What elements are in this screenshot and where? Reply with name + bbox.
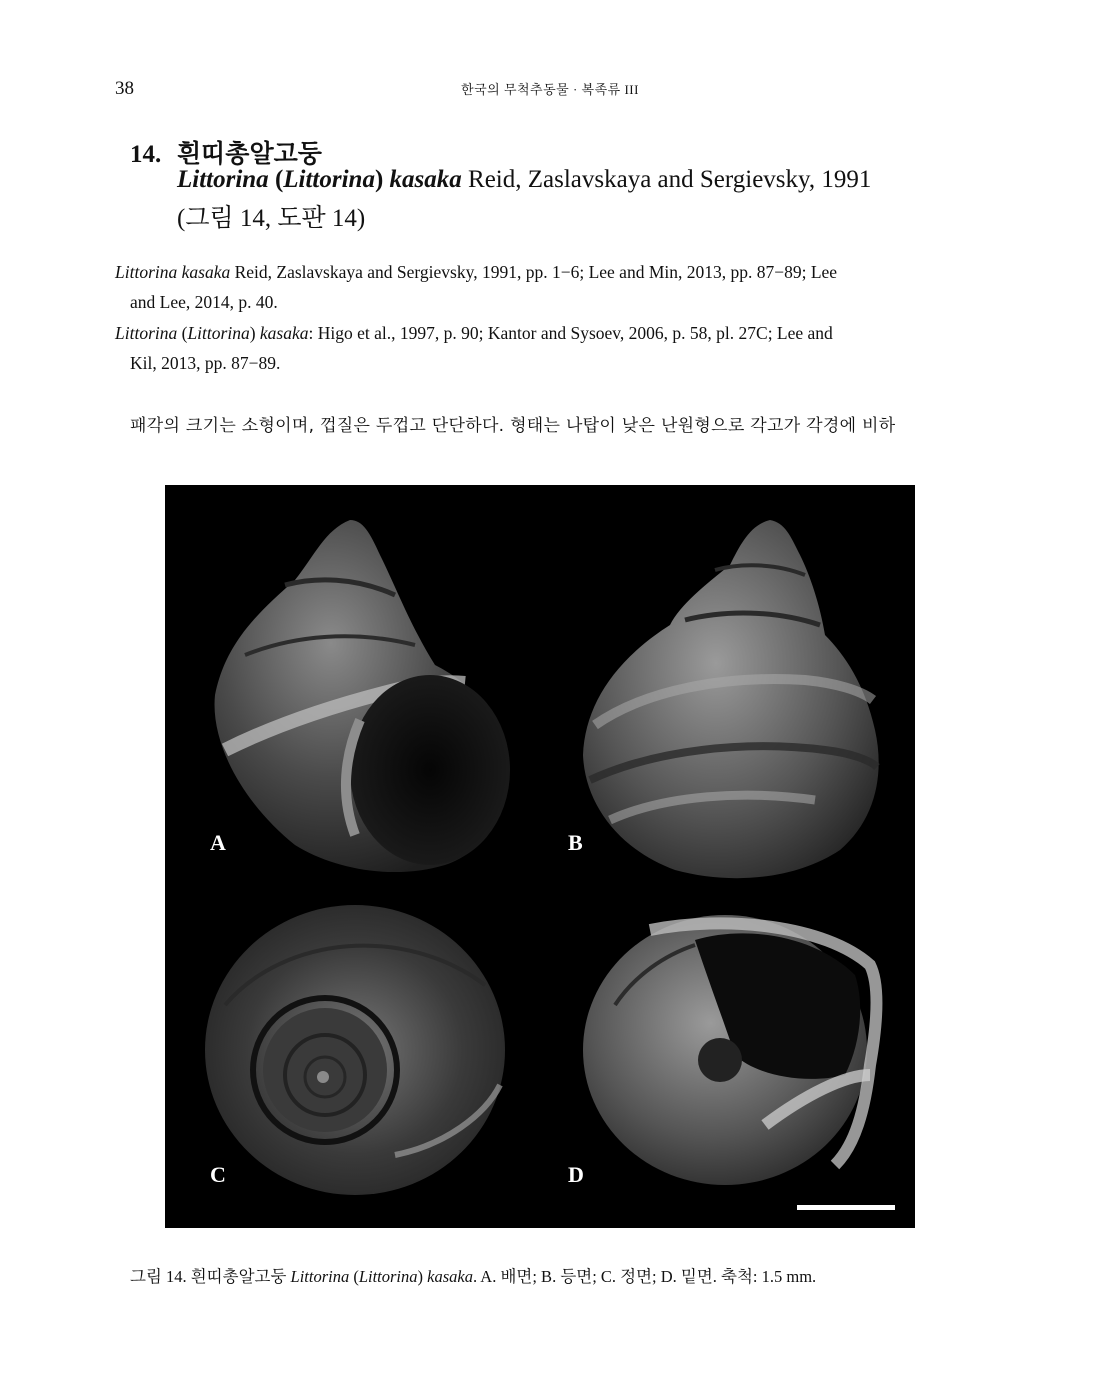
running-header: 한국의 무척추동물 · 복족류 III [461, 82, 639, 97]
plate-label-c: C [210, 1162, 226, 1187]
subgenus-close: ) [374, 166, 384, 193]
shell-photographs [165, 485, 915, 1228]
synonym-subgenus: Littorina [187, 323, 250, 343]
synonym-paren-close: ) [249, 323, 260, 343]
figure-reference: (그림 14, 도판 14) [177, 205, 366, 232]
synonymy-entry-2 [115, 318, 967, 378]
caption-prefix: 그림 14. 흰띠총알고둥 [130, 1267, 291, 1286]
subgenus-open: ( [274, 166, 284, 193]
species-title [130, 134, 322, 170]
caption-genus: Littorina [290, 1267, 350, 1286]
figure-plate [165, 485, 915, 1228]
synonym-paren-open: ( [177, 323, 188, 343]
synonym-citation-continued: Kil, 2013, pp. 87−89. [130, 353, 281, 373]
page-number: 38 [115, 78, 134, 99]
synonym-genus: Littorina [115, 323, 178, 343]
description-paragraph: 패각의 크기는 소형이며, 껍질은 두껍고 단단하다. 형태는 나탑이 낮은 난원형으로 각고가 각경에 비하 [130, 416, 896, 436]
caption-views: . A. 배면; B. 등면; C. 정면; D. 밑면. 축척: 1.5 mm. [472, 1267, 817, 1286]
caption-subgenus: Littorina [358, 1267, 418, 1286]
synonym-species: kasaka [259, 323, 309, 343]
shell-b [583, 520, 879, 878]
synonym-citation: Reid, Zaslavskaya and Sergievsky, 1991, pp. 1−6; Lee and Min, 2013, pp. 87−89; Lee [230, 262, 838, 282]
scientific-name [177, 166, 871, 194]
synonym-citation: : Higo et al., 1997, p. 90; Kantor and Sysoev, 2006, p. 58, pl. 27C; Lee and [308, 323, 833, 343]
species-epithet: kasaka [389, 166, 462, 193]
shell-c [205, 905, 505, 1195]
shell-a [215, 520, 510, 872]
figure-caption: 그림 14. 흰띠총알고둥 Littorina (Littorina) kasaka. A. 배면; B. 등면; C. 정면; D. 밑면. 축척: 1.5 mm. [130, 1267, 817, 1286]
korean-name: 흰띠총알고둥 [177, 141, 322, 168]
entry-number: 14. [130, 141, 162, 168]
synonym-citation-continued: and Lee, 2014, p. 40. [130, 292, 278, 312]
shell-d [583, 915, 876, 1185]
synonym-name: Littorina kasaka [115, 262, 231, 282]
authority: Reid, Zaslavskaya and Sergievsky, 1991 [468, 166, 872, 193]
subgenus: Littorina [283, 166, 375, 193]
genus: Littorina [177, 166, 269, 193]
plate-label-a: A [210, 830, 226, 855]
plate-label-b: B [568, 830, 583, 855]
scale-bar [797, 1205, 895, 1210]
caption-species: kasaka [427, 1267, 473, 1286]
synonymy-entry-1 [115, 257, 967, 317]
plate-label-d: D [568, 1162, 584, 1187]
